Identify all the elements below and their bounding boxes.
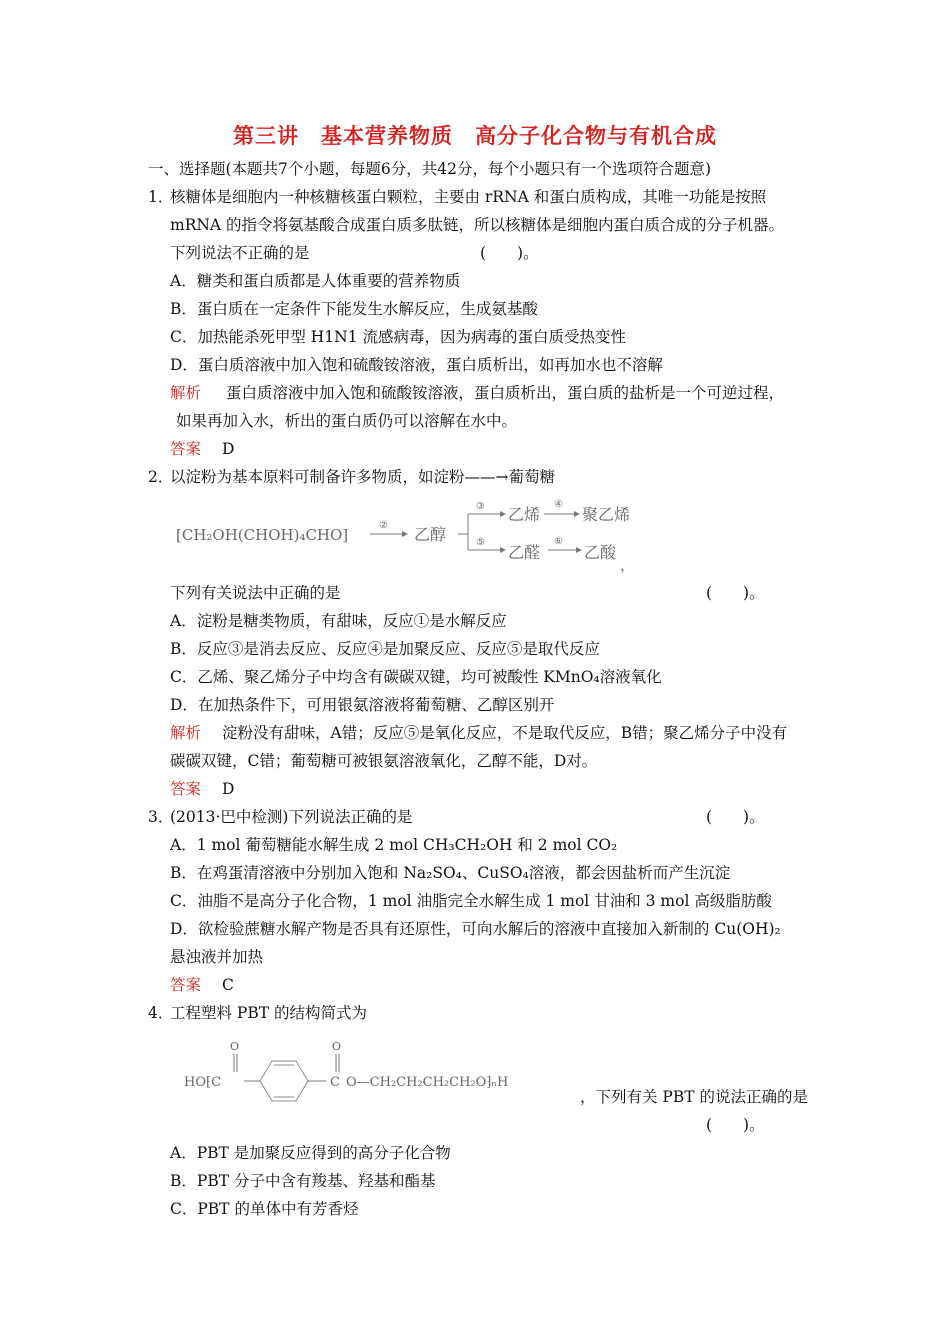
q1-option-b: B．蛋白质在一定条件下能发生水解反应，生成氨基酸 xyxy=(170,300,538,318)
reaction-2-label: ② xyxy=(379,520,388,531)
q2-analysis-line2: 碳碳双键，C错；葡萄糖可被银氨溶液氧化，乙醇不能，D对。 xyxy=(170,752,598,770)
ethylene-label: 乙烯 xyxy=(508,505,541,524)
arrow-5-head xyxy=(500,547,506,553)
arrow-6-head xyxy=(576,547,582,553)
reaction-5-label: ⑤ xyxy=(476,537,485,548)
q1-number: 1． xyxy=(148,188,174,206)
glucose-formula: [CH₂OH(CHOH)₄CHO] xyxy=(176,526,349,544)
q1-option-c: C．加热能杀死甲型 H1N1 流感病毒，因为病毒的蛋白质受热变性 xyxy=(170,328,627,346)
q4-answer-blank: ( )。 xyxy=(706,1116,765,1134)
q1-answer-label: 答案 xyxy=(170,440,202,458)
reaction-6-label: ⑥ xyxy=(554,536,563,547)
q1-stem-line2: mRNA 的指令将氨基酸合成蛋白质多肽链，所以核糖体是细胞内蛋白质合成的分子机器。 xyxy=(170,216,785,234)
polyethylene-label: 聚乙烯 xyxy=(582,505,631,524)
q3-stem: (2013·巴中检测)下列说法正确的是 xyxy=(170,808,413,826)
reaction-3-label: ③ xyxy=(476,501,485,512)
q2-stem-line1: 以淀粉为基本原料可制备许多物质，如淀粉——→葡萄糖 xyxy=(170,468,555,486)
q3-number: 3． xyxy=(148,808,174,826)
acetic-acid-label: 乙酸 xyxy=(584,543,617,562)
q3-option-d-line1: D．欲检验蔗糖水解产物是否具有还原性，可向水解后的溶液中直接加入新制的 Cu(OH)₂ xyxy=(170,920,781,938)
reaction-4-label: ④ xyxy=(554,499,563,510)
q2-answer-blank: ( )。 xyxy=(706,584,765,602)
q2-option-a: A．淀粉是糖类物质，有甜味，反应①是水解反应 xyxy=(170,612,507,630)
arrow-2-head xyxy=(402,531,408,537)
q1-analysis-line1: 蛋白质溶液中加入饱和硫酸铵溶液，蛋白质析出，蛋白质的盐析是一个可逆过程， xyxy=(226,384,785,402)
q4-stem-line2: ，下列有关 PBT 的说法正确的是 xyxy=(580,1088,809,1106)
acetaldehyde-label: 乙醛 xyxy=(508,543,541,562)
q4-option-c: C．PBT 的单体中有芳香烃 xyxy=(170,1200,359,1218)
q3-option-c: C．油脂不是高分子化合物，1 mol 油脂完全水解生成 1 mol 甘油和 3 mol 高级脂肪酸 xyxy=(170,892,772,910)
q2-option-b: B．反应③是消去反应、反应④是加聚反应、反应⑤是取代反应 xyxy=(170,640,600,658)
q4-option-a: A．PBT 是加聚反应得到的高分子化合物 xyxy=(170,1144,451,1162)
ethanol-label: 乙醇 xyxy=(414,525,447,544)
q4-stem: 工程塑料 PBT 的结构简式为 xyxy=(170,1004,368,1022)
q2-option-d: D．在加热条件下，可用银氨溶液将葡萄糖、乙醇区别开 xyxy=(170,696,555,714)
formula-left: HO⁅C xyxy=(184,1075,222,1090)
page-title: 第三讲 基本营养物质 高分子化合物与有机合成 xyxy=(233,123,717,148)
q1-answer-blank: ( )。 xyxy=(480,244,539,262)
q2-option-c: C．乙烯、聚乙烯分子中均含有碳碳双键，均可被酸性 KMnO₄溶液氧化 xyxy=(170,668,662,686)
diagram-comma: ， xyxy=(620,556,636,574)
pbt-structure-formula xyxy=(180,1034,580,1110)
q4-option-b: B．PBT 分子中含有羧基、羟基和酯基 xyxy=(170,1172,436,1190)
q2-answer: D xyxy=(222,780,235,798)
q2-number: 2． xyxy=(148,468,174,486)
section-heading: 一、选择题(本题共7个小题，每题6分，共42分，每个小题只有一个选项符合题意) xyxy=(148,160,712,178)
carbonyl-o-2: O xyxy=(332,1040,342,1053)
carbonyl-o-1: O xyxy=(230,1040,240,1053)
benzene-ring xyxy=(260,1061,308,1101)
q1-analysis-label: 解析 xyxy=(170,384,202,402)
q1-answer: D xyxy=(222,440,235,458)
q2-analysis-label: 解析 xyxy=(170,724,202,742)
q3-answer: C xyxy=(222,976,234,994)
q4-number: 4． xyxy=(148,1004,174,1022)
q2-analysis-line1: 淀粉没有甜味，A错；反应⑤是氧化反应，不是取代反应，B错；聚乙烯分子中没有 xyxy=(222,724,788,742)
q1-option-d: D．蛋白质溶液中加入饱和硫酸铵溶液，蛋白质析出，如再加水也不溶解 xyxy=(170,356,663,374)
q1-stem-line3: 下列说法不正确的是 xyxy=(170,244,310,262)
q3-option-b: B．在鸡蛋清溶液中分别加入饱和 Na₂SO₄、CuSO₄溶液，都会因盐析而产生沉淀 xyxy=(170,864,731,882)
q2-stem-line2: 下列有关说法中正确的是 xyxy=(170,584,341,602)
arrow-3-head xyxy=(500,511,506,517)
q1-analysis-line2: 如果再加入水，析出的蛋白质仍可以溶解在水中。 xyxy=(176,412,518,430)
q3-answer-blank: ( )。 xyxy=(706,808,765,826)
q3-option-a: A．1 mol 葡萄糖能水解生成 2 mol CH₃CH₂OH 和 2 mol CO₂ xyxy=(170,836,618,854)
q1-option-a: A．糖类和蛋白质都是人体重要的营养物质 xyxy=(170,272,461,290)
reaction-scheme-diagram xyxy=(170,494,670,580)
formula-c2: C xyxy=(330,1075,340,1090)
arrow-4-head xyxy=(574,511,580,517)
q3-option-d-line2: 悬浊液并加热 xyxy=(170,948,264,966)
formula-right: O—CH₂CH₂CH₂CH₂O⁆ₙH xyxy=(346,1075,509,1090)
q1-stem-line1: 核糖体是细胞内一种核糖核蛋白颗粒，主要由 rRNA 和蛋白质构成，其唯一功能是按照 xyxy=(170,188,767,206)
q3-answer-label: 答案 xyxy=(170,976,202,994)
q2-answer-label: 答案 xyxy=(170,780,202,798)
